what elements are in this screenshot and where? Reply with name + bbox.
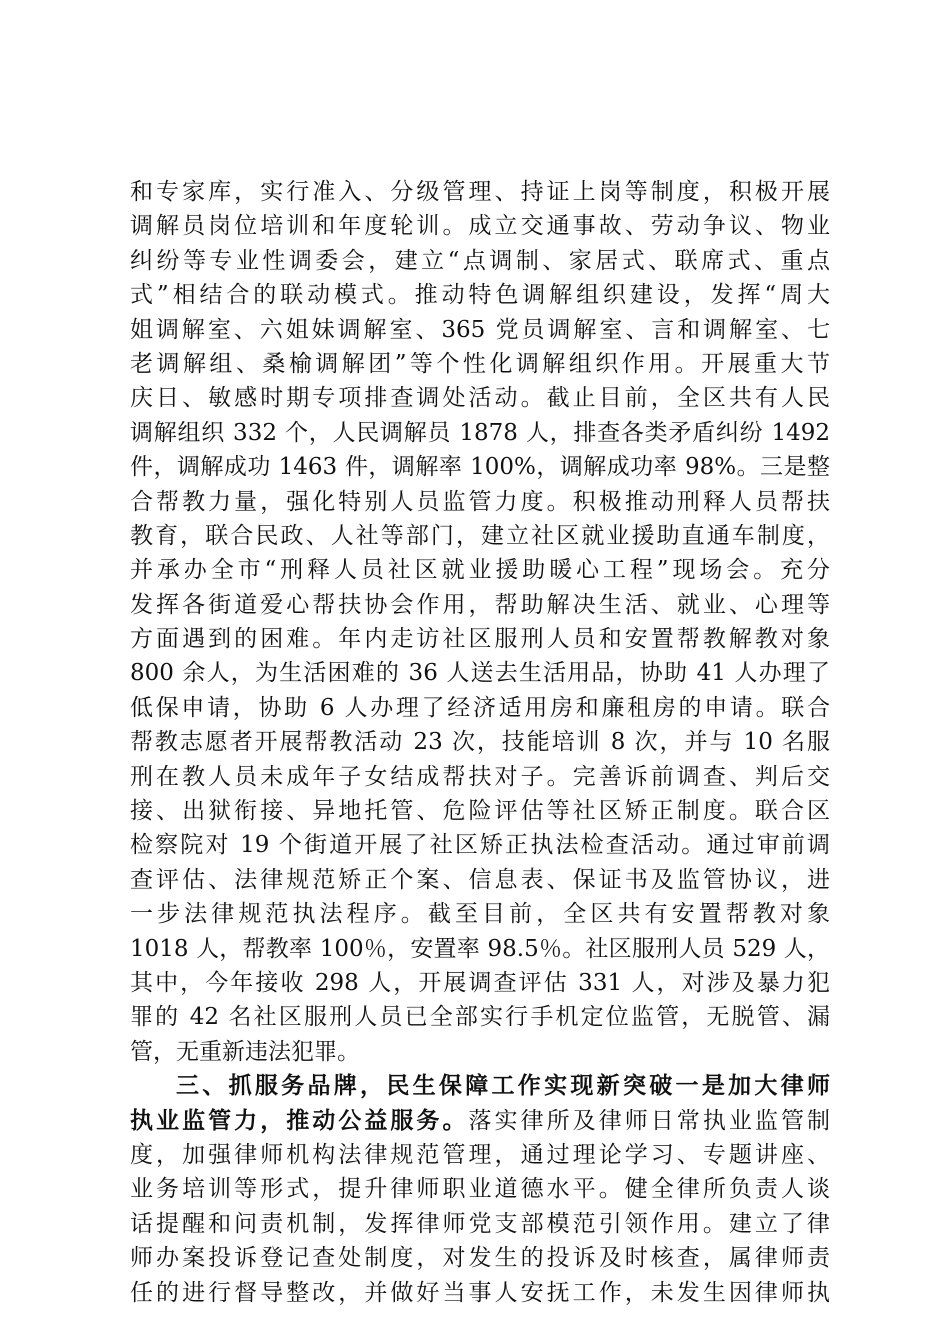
text-line: 发挥各街道爱心帮扶协会作用，帮助解决生活、就业、心理等 xyxy=(130,591,830,618)
text-line: 姐调解室、六姐妹调解室、365 党员调解室、言和调解室、七 xyxy=(130,316,830,343)
text-line: 其中，今年接收 298 人，开展调查评估 331 人，对涉及暴力犯 xyxy=(130,969,830,996)
text-line: 调解组织 332 个，人民调解员 1878 人，排查各类矛盾纠纷 1492 xyxy=(130,419,830,446)
text-line: 罪的 42 名社区服刑人员已全部实行手机定位监管，无脱管、漏 xyxy=(130,1004,830,1031)
text-line: 教育，联合民政、人社等部门，建立社区就业援助直通车制度， xyxy=(130,522,830,549)
text-line-rest: 落实律所及律师日常执业监管制 xyxy=(468,1107,830,1134)
section-heading-tail: 执业监管力，推动公益服务。 xyxy=(130,1107,469,1134)
text-line: 并承办全市“刑释人员社区就业援助暖心工程”现场会。充分 xyxy=(130,557,830,584)
text-line: 检察院对 19 个街道开展了社区矫正执法检查活动。通过审前调 xyxy=(130,832,830,859)
text-line xyxy=(130,1104,830,1138)
text-line: 1018 人，帮教率 100％，安置率 98.5％。社区服刑人员 529 人， xyxy=(130,935,830,962)
text-line: 纠纷等专业性调委会，建立“点调制、家居式、联席式、重点 xyxy=(130,247,830,274)
text-line: 一步法律规范执法程序。截至目前，全区共有安置帮教对象 xyxy=(130,901,830,928)
text-line: 话提醒和问责机制，发挥律师党支部模范引领作用。建立了律 xyxy=(130,1210,830,1237)
text-line: 庆日、敏感时期专项排查调处活动。截止目前，全区共有人民 xyxy=(130,385,830,412)
text-line: 式”相结合的联动模式。推动特色调解组织建设，发挥“周大 xyxy=(130,282,830,309)
text-line: 老调解组、桑榆调解团”等个性化调解组织作用。开展重大节 xyxy=(130,350,830,377)
body-text xyxy=(130,175,830,1310)
section-heading-line: 三、抓服务品牌，民生保障工作实现新突破一是加大律师 xyxy=(176,1073,830,1100)
text-line: 任的进行督导整改，并做好当事人安抚工作，未发生因律师执 xyxy=(130,1279,830,1306)
text-line: 调解员岗位培训和年度轮训。成立交通事故、劳动争议、物业 xyxy=(130,213,830,240)
text-line: 师办案投诉登记查处制度，对发生的投诉及时核查，属律师责 xyxy=(130,1245,830,1272)
text-line: 管，无重新违法犯罪。 xyxy=(130,1038,360,1065)
text-line: 和专家库，实行准入、分级管理、持证上岗等制度，积极开展 xyxy=(130,179,830,205)
text-line: 度，加强律师机构法律规范管理，通过理论学习、专题讲座、 xyxy=(130,1141,830,1168)
text-line: 业务培训等形式，提升律师职业道德水平。健全律所负责人谈 xyxy=(130,1176,830,1203)
text-line: 方面遇到的困难。年内走访社区服刑人员和安置帮教解教对象 xyxy=(130,626,830,653)
text-line: 接、出狱衔接、异地托管、危险评估等社区矫正制度。联合区 xyxy=(130,798,830,825)
text-line: 帮教志愿者开展帮教活动 23 次，技能培训 8 次，并与 10 名服 xyxy=(130,729,830,756)
text-line: 800 余人，为生活困难的 36 人送去生活用品，协助 41 人办理了 xyxy=(130,660,830,687)
text-line: 刑在教人员未成年子女结成帮扶对子。完善诉前调查、判后交 xyxy=(130,763,830,790)
text-line: 低保申请，协助 6 人办理了经济适用房和廉租房的申请。联合 xyxy=(130,694,830,721)
text-line: 合帮教力量，强化特别人员监管力度。积极推动刑释人员帮扶 xyxy=(130,488,830,515)
text-line: 件，调解成功 1463 件，调解率 100%，调解成功率 98%。三是整 xyxy=(130,454,830,481)
text-line: 查评估、法律规范矫正个案、信息表、保证书及监管协议，进 xyxy=(130,866,830,893)
